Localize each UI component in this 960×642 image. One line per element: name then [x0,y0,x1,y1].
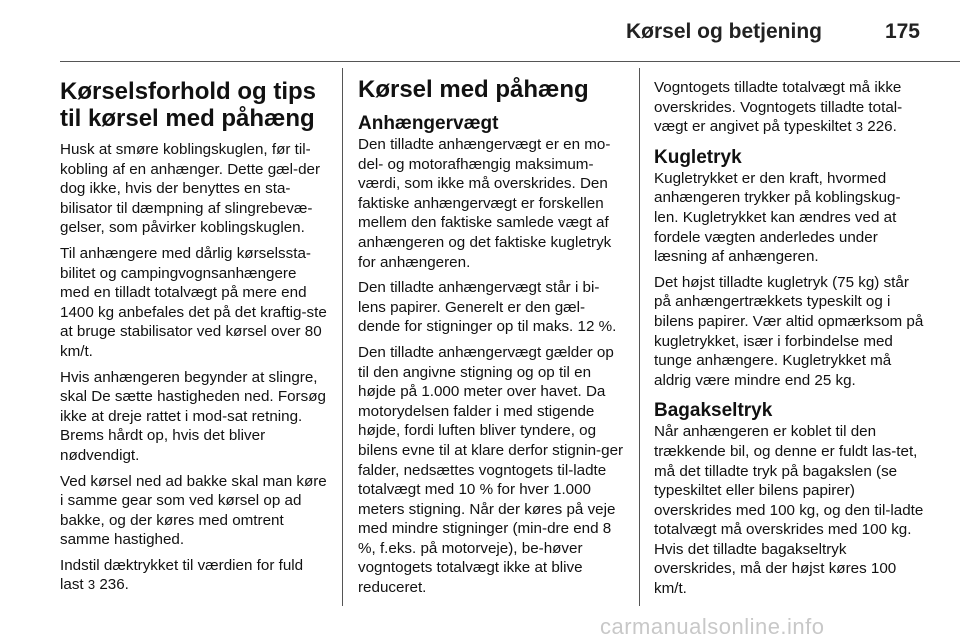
page-ref-link[interactable]: 226. [867,118,897,136]
paragraph: Ved kørsel ned ad bakke skal man køre i samme gear som ved kørsel op ad bakke, og der køres med omtrent samme hastighed. [60,472,327,549]
paragraph: Husk at smøre koblingskuglen, før til-kobling af en anhænger. Dette gæl-der dog ikke, hvis der benyttes en sta-bilisator til dæmpning af slingrebevæ-gelser, som påvirker koblingskuglen. [60,141,321,237]
paragraph: Til anhængere med dårlig kørselssta-bilitet og campingvognsanhængere med en tilladt totalvægt på mere end 1400 kg anbefales det på det kraftig-ste at bruge stabilisator ved kørsel over 80 km/t. [60,244,327,360]
page-ref-arrow-icon: 3 [87,577,96,593]
subsection-heading: Anhængervægt [358,113,499,134]
paragraph [654,78,924,137]
column-divider [639,68,640,606]
page-ref-arrow-icon: 3 [855,119,864,135]
subsection-heading: Kugletryk [654,146,742,168]
paragraph: Den tilladte anhængervægt gælder op til den angivne stigning og op til en højde på 1.000 meter over havet. Da motorydelsen falder i med stigende højde, fordi luften bliver tyndere, og bilens evne til at klare derfor stignin-ger falder, nedsættes vogntogets til-ladte totalvægt med 10 % for hver 1.000 meters stigning. Når der køres på veje med mindre stigninger (min-dre end 8 %, f.eks. på motorveje), be-høver vogntogets totalvægt ikke at blive reduceret. [358,343,624,597]
paragraph: Hvis anhængeren begynder at slingre, skal De sætte hastigheden ned. Forsøg ikke at dreje rattet i mod-sat retning. Brems hårdt op, hvis det bliver nødvendigt. [60,368,326,464]
column-2 [358,68,626,604]
paragraph: Når anhængeren er koblet til den trækkende bil, og denne er fuldt las-tet, må det tilladte tryk på bagakslen (se typeskiltet eller bilens papirer) overskrides med 100 kg, og den til-ladte totalvægt må overskrides med 100 kg. Hvis det tilladte bagakseltryk overskrides, må der højst køres 100 km/t. [654,423,924,598]
header-rule [60,61,960,62]
section-heading: Kørsel med påhæng [358,76,589,103]
page-header-title: Kørsel og betjening [625,20,822,43]
paragraph: Det højst tilladte kugletryk (75 kg) står på anhængertrækkets typeskilt og i bilens papirer. Vær altid opmærksom på kugletrykket, især i forbindelse med tunge anhængere. Kugletrykket må aldrig være mindre end 25 kg. [654,273,924,389]
page-ref-link[interactable]: 236. [99,576,129,594]
section-heading: Kørselsforhold og tips til kørsel med påhæng [60,78,317,132]
paragraph-text: Vogntogets tilladte totalvægt må ikke overskrides. Vogntogets tilladte total-vægt er angivet på typeskiltet [654,79,903,136]
paragraph: Den tilladte anhængervægt står i bi-lens papirer. Generelt er den gæl-dende for stigninger op til maks. 12 %. [358,279,617,336]
paragraph: Kugletrykket er den kraft, hvormed anhængeren trykker på koblingskug-len. Kugletrykket kan ændres ved at fordele vægten anderledes under læsning af anhængeren. [654,169,901,266]
subsection-heading: Bagakseltryk [654,400,773,422]
paragraph [60,556,330,595]
watermark: carmanualsonline.info [600,614,825,639]
column-1 [60,68,330,601]
paragraph: Den tilladte anhængervægt er en mo-del- og motorafhængig maksimum-værdi, som ikke må overskrides. Den faktiske anhængervægt er forskellen mellem den faktiske samlede vægt af anhængeren og det faktiske kugletryk for anhængeren. [358,136,612,271]
page-number: 175 [884,20,920,43]
column-divider [342,68,343,606]
paragraph-text: Indstil dæktrykket til værdien for fuld last [60,556,304,594]
column-3 [654,78,924,605]
